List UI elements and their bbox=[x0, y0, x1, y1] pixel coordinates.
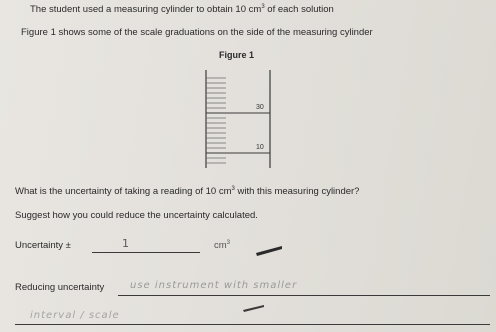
reducing-answer-line-2-text: interval / scale bbox=[30, 310, 120, 321]
question-reduce: Suggest how you could reduce the uncertainty calculated. bbox=[15, 210, 258, 221]
question-uncertainty: What is the uncertainty of taking a reading of 10 $cm^3$ with this measuring cylinder? bbox=[15, 186, 360, 198]
figure-reference-text: Figure 1 shows some of the scale graduations on the side of the measuring cylinder bbox=[21, 27, 373, 38]
figure-title: Figure 1 bbox=[219, 50, 255, 60]
graduation-label-10: 10 bbox=[256, 144, 264, 151]
reducing-answer-line-1-text: use instrument with smaller bbox=[130, 280, 298, 291]
tick-mark-icon bbox=[254, 243, 284, 259]
graduation-label-30: 30 bbox=[256, 104, 264, 111]
uncertainty-label: Uncertainty ± bbox=[15, 240, 71, 251]
uncertainty-answer-line[interactable] bbox=[92, 252, 200, 253]
reducing-answer-line-1[interactable] bbox=[118, 295, 490, 296]
reducing-label: Reducing uncertainty bbox=[15, 282, 105, 293]
measuring-cylinder-diagram bbox=[198, 64, 288, 174]
tick-mark-icon bbox=[240, 302, 268, 316]
uncertainty-answer: 1 bbox=[122, 237, 130, 250]
intro-text: The student used a measuring cylinder to obtain 10 $cm^3$ of each solution bbox=[30, 4, 334, 16]
reducing-answer-line-2[interactable] bbox=[15, 324, 490, 325]
uncertainty-unit: $cm^3$ bbox=[214, 240, 231, 252]
